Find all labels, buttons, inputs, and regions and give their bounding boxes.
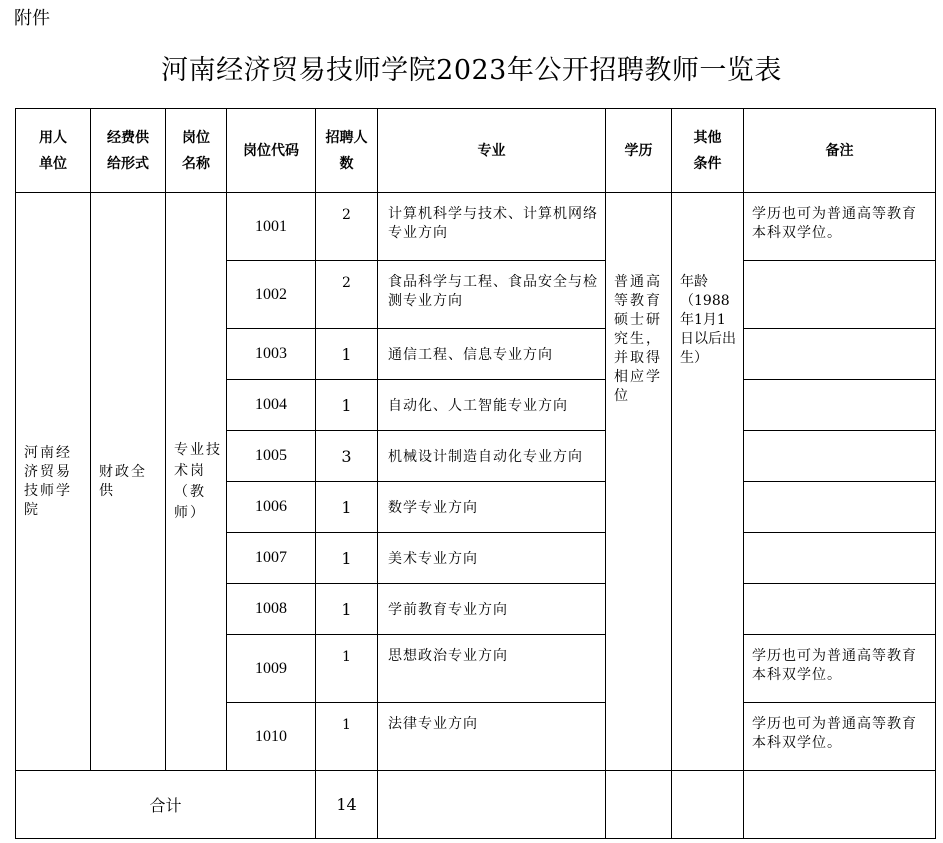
major: 自动化、人工智能专业方向	[378, 380, 606, 431]
attachment-label: 附件	[14, 8, 50, 29]
recruit-count: 1	[316, 635, 378, 703]
note	[744, 482, 936, 533]
header-post-name: 岗位 名称	[166, 109, 227, 193]
recruit-count: 1	[316, 703, 378, 771]
total-label: 合计	[16, 771, 316, 839]
post-code: 1008	[227, 584, 316, 635]
recruit-count: 1	[316, 329, 378, 380]
major: 计算机科学与技术、计算机网络专业方向	[378, 193, 606, 261]
empty-cell	[378, 771, 606, 839]
note	[744, 431, 936, 482]
recruit-count: 2	[316, 193, 378, 261]
empty-cell	[672, 771, 744, 839]
major: 机械设计制造自动化专业方向	[378, 431, 606, 482]
major: 思想政治专业方向	[378, 635, 606, 703]
funding-cell: 财政全供	[91, 193, 166, 771]
header-count: 招聘人 数	[316, 109, 378, 193]
note	[744, 533, 936, 584]
other-conditions-cell: 年龄（1988年1月1日以后出生）	[672, 193, 744, 771]
recruit-count: 2	[316, 261, 378, 329]
recruit-count: 3	[316, 431, 378, 482]
post-code: 1009	[227, 635, 316, 703]
post-code: 1006	[227, 482, 316, 533]
recruit-count: 1	[316, 533, 378, 584]
note: 学历也可为普通高等教育本科双学位。	[744, 635, 936, 703]
major: 数学专业方向	[378, 482, 606, 533]
post-code: 1003	[227, 329, 316, 380]
major: 通信工程、信息专业方向	[378, 329, 606, 380]
note: 学历也可为普通高等教育本科双学位。	[744, 193, 936, 261]
header-unit: 用人 单位	[16, 109, 91, 193]
education-cell: 普通高等教育硕士研究生，并取得相应学位	[606, 193, 672, 771]
post-code: 1002	[227, 261, 316, 329]
note	[744, 329, 936, 380]
header-post-code: 岗位代码	[227, 109, 316, 193]
empty-cell	[744, 771, 936, 839]
major: 美术专业方向	[378, 533, 606, 584]
empty-cell	[606, 771, 672, 839]
note	[744, 380, 936, 431]
note: 学历也可为普通高等教育本科双学位。	[744, 703, 936, 771]
major: 食品科学与工程、食品安全与检测专业方向	[378, 261, 606, 329]
header-funding: 经费供 给形式	[91, 109, 166, 193]
post-code: 1004	[227, 380, 316, 431]
recruitment-table	[15, 108, 936, 839]
post-code: 1005	[227, 431, 316, 482]
unit-cell: 河南经济贸易技师学院	[16, 193, 91, 771]
header-major: 专业	[378, 109, 606, 193]
recruit-count: 1	[316, 380, 378, 431]
post-code: 1001	[227, 193, 316, 261]
recruit-count: 1	[316, 584, 378, 635]
note	[744, 584, 936, 635]
major: 学前教育专业方向	[378, 584, 606, 635]
post-code: 1010	[227, 703, 316, 771]
total-count: 14	[316, 771, 378, 839]
total-row	[16, 771, 936, 839]
major: 法律专业方向	[378, 703, 606, 771]
post-code: 1007	[227, 533, 316, 584]
note	[744, 261, 936, 329]
header-education: 学历	[606, 109, 672, 193]
header-other: 其他 条件	[672, 109, 744, 193]
header-row	[16, 109, 936, 193]
table-row	[16, 193, 936, 261]
post-name-cell: 专业技术岗（教师）	[166, 193, 227, 771]
recruit-count: 1	[316, 482, 378, 533]
header-note: 备注	[744, 109, 936, 193]
page-title: 河南经济贸易技师学院2023年公开招聘教师一览表	[161, 55, 782, 86]
